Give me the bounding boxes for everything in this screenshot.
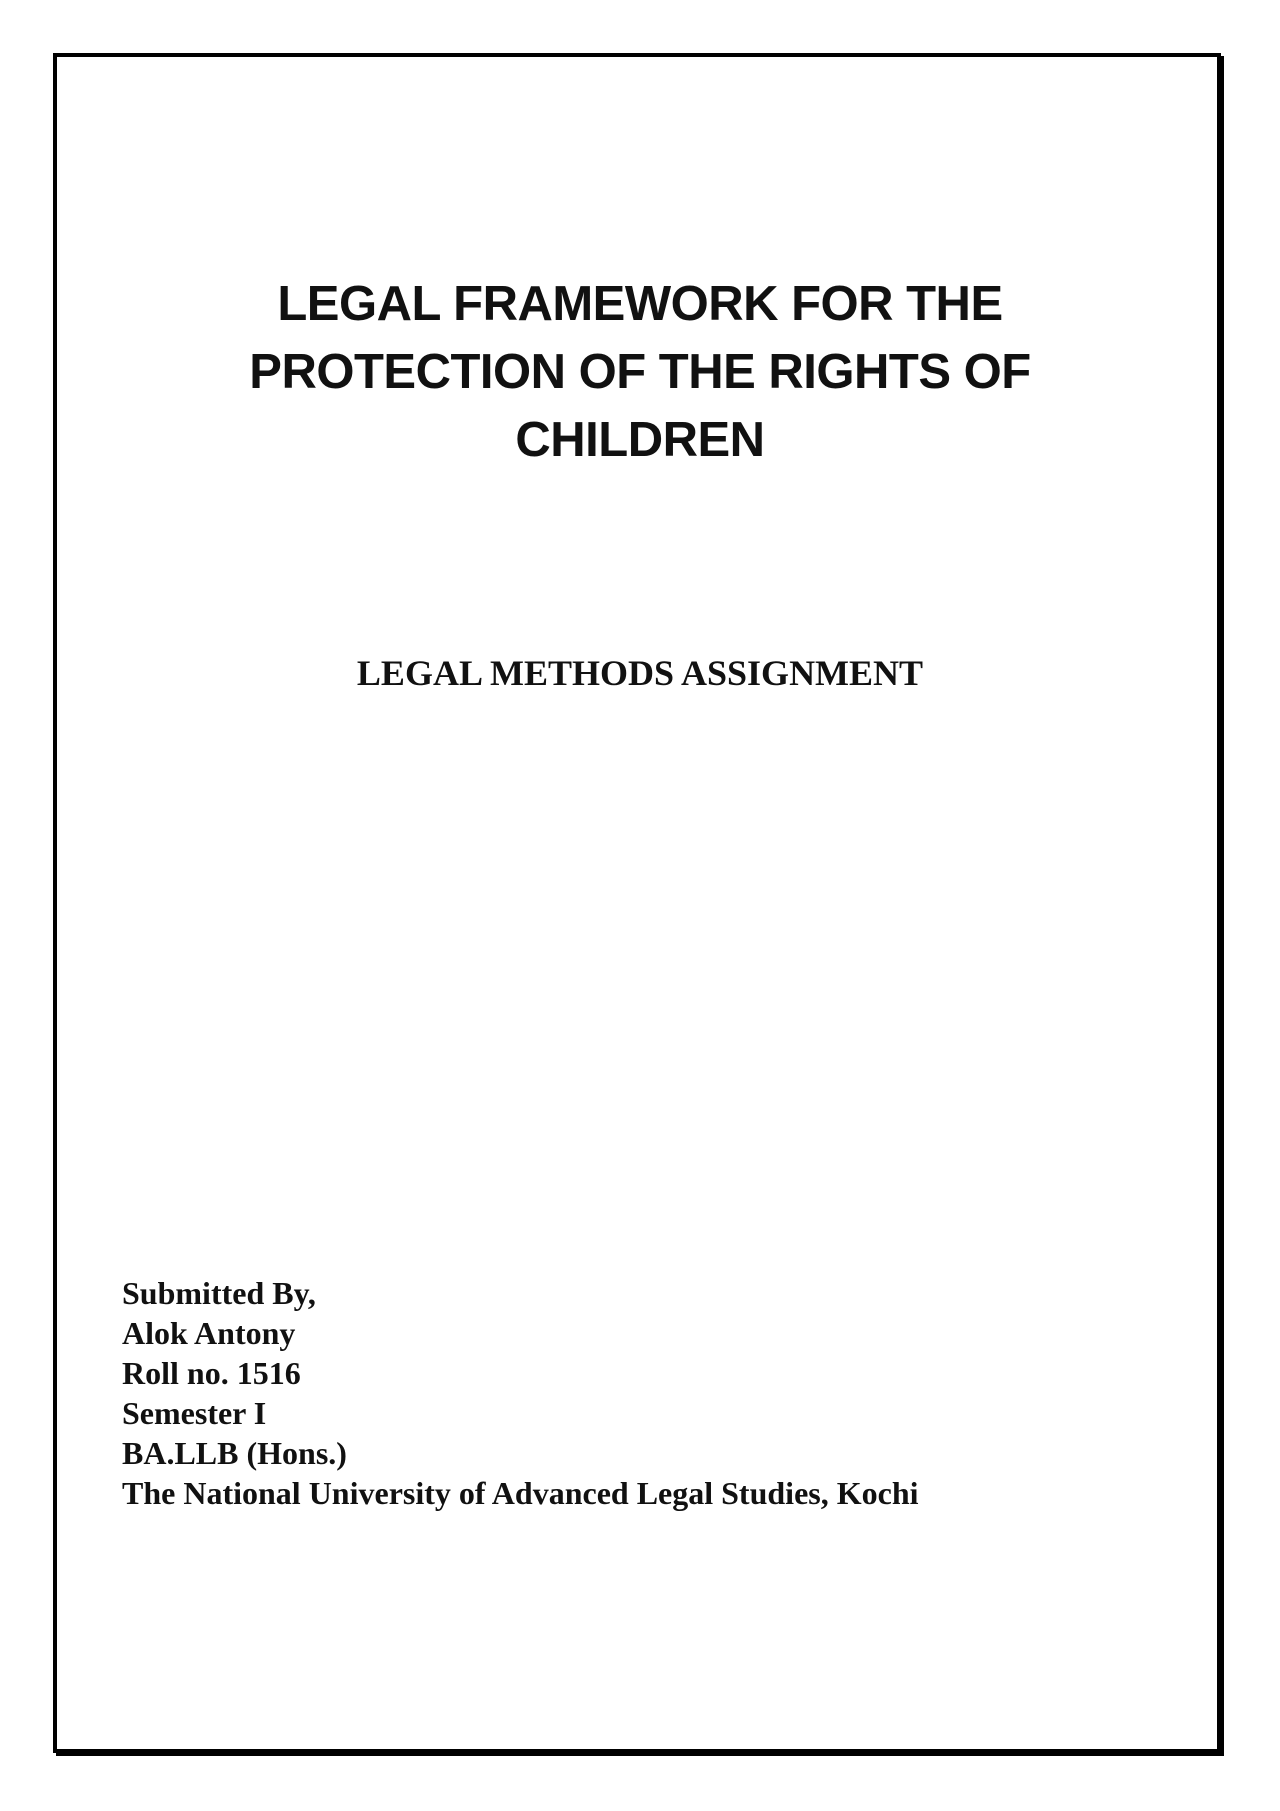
submission-details — [122, 1273, 919, 1513]
submitted-by-heading: Submitted By, — [122, 1275, 316, 1311]
institution: The National University of Advanced Legal Studies, Kochi — [122, 1475, 919, 1511]
course: BA.LLB (Hons.) — [122, 1435, 347, 1471]
title-line-3: CHILDREN — [515, 413, 765, 467]
assignment-subtitle: LEGAL METHODS ASSIGNMENT — [356, 653, 924, 693]
semester: Semester I — [122, 1395, 267, 1431]
title-line-1: LEGAL FRAMEWORK FOR THE — [277, 277, 1003, 331]
roll-number: Roll no. 1516 — [122, 1355, 301, 1391]
document-title — [140, 270, 1140, 474]
title-line-2: PROTECTION OF THE RIGHTS OF — [249, 345, 1031, 399]
student-name: Alok Antony — [122, 1315, 296, 1351]
